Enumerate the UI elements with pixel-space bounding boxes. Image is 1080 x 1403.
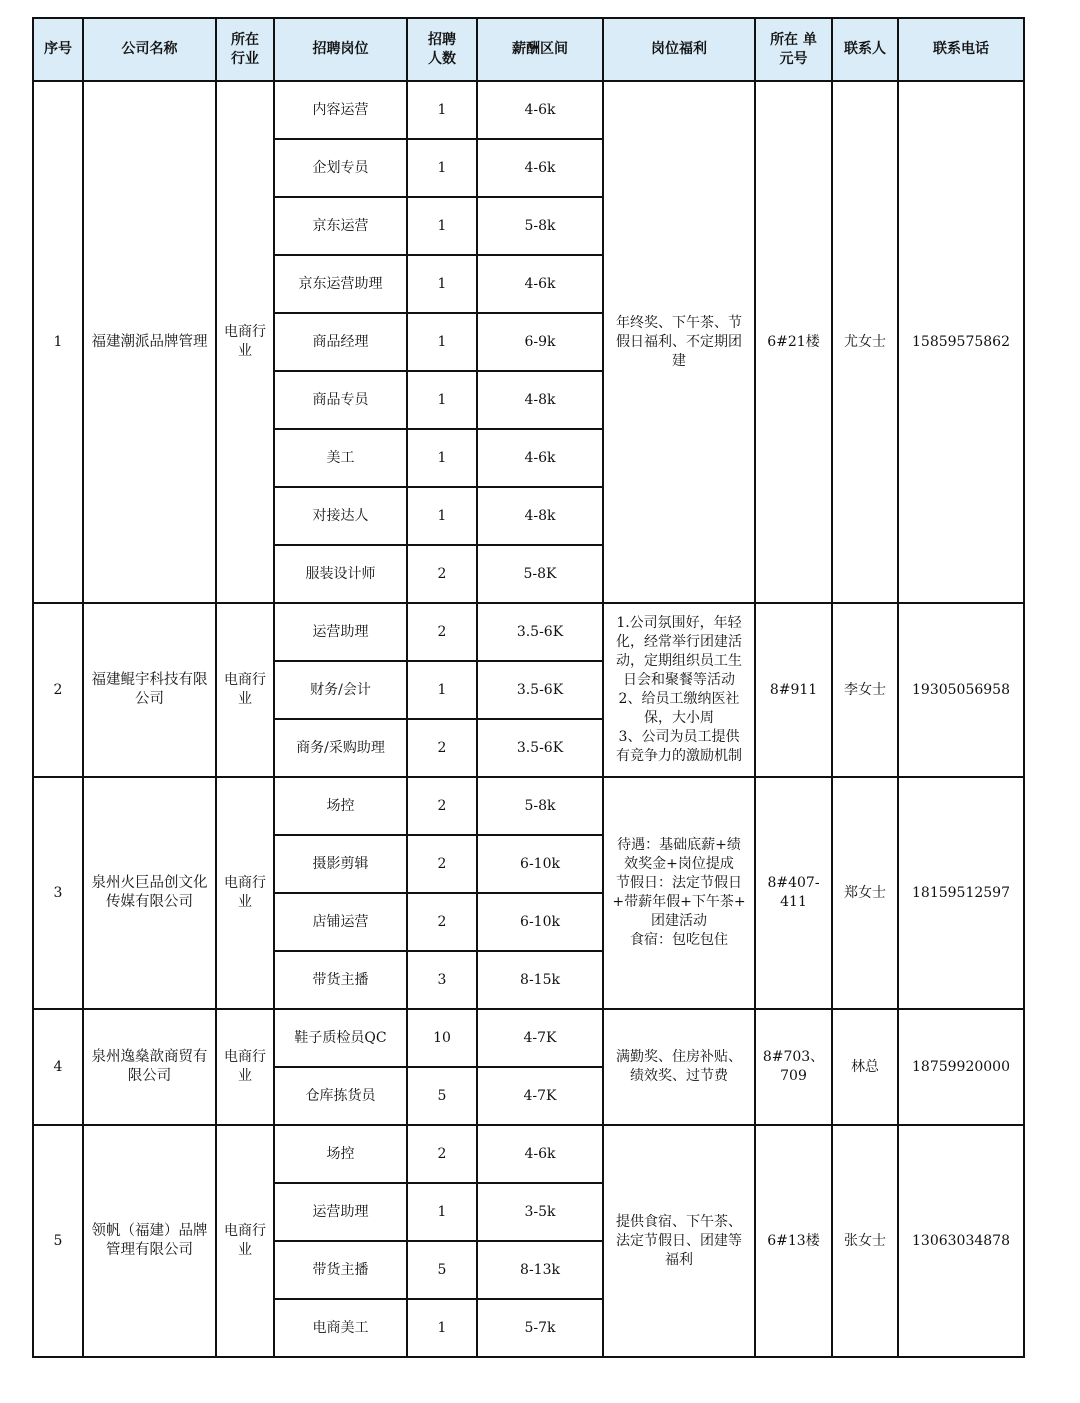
count-cell: 1 bbox=[407, 255, 477, 313]
position-cell: 带货主播 bbox=[274, 951, 407, 1009]
header-row bbox=[33, 18, 1024, 81]
company-name-cell: 领帆（福建）品牌 管理有限公司 bbox=[83, 1125, 216, 1357]
phone-cell: 19305056958 bbox=[898, 603, 1024, 777]
position-cell: 商品经理 bbox=[274, 313, 407, 371]
salary-cell: 4-6k bbox=[477, 255, 603, 313]
salary-cell: 5-8K bbox=[477, 545, 603, 603]
welfare-cell: 1.公司氛围好，年轻 化，经常举行团建活 动，定期组织员工生 日会和聚餐等活动 2、给员工缴纳医社 保，大小周 3、公司为员工提供 有竞争力的激励机制 bbox=[603, 603, 755, 777]
phone-cell: 18159512597 bbox=[898, 777, 1024, 1009]
position-cell: 仓库拣货员 bbox=[274, 1067, 407, 1125]
position-cell: 鞋子质检员QC bbox=[274, 1009, 407, 1067]
salary-cell: 3.5-6K bbox=[477, 661, 603, 719]
salary-cell: 4-6k bbox=[477, 81, 603, 139]
count-cell: 1 bbox=[407, 661, 477, 719]
count-cell: 3 bbox=[407, 951, 477, 1009]
company-name-cell: 泉州火巨品创文化 传媒有限公司 bbox=[83, 777, 216, 1009]
header-industry: 所在 行业 bbox=[216, 18, 274, 81]
salary-cell: 8-15k bbox=[477, 951, 603, 1009]
count-cell: 1 bbox=[407, 1183, 477, 1241]
count-cell: 1 bbox=[407, 487, 477, 545]
welfare-cell: 提供食宿、下午茶、 法定节假日、团建等 福利 bbox=[603, 1125, 755, 1357]
header-count: 招聘 人数 bbox=[407, 18, 477, 81]
welfare-cell: 年终奖、下午茶、节 假日福利、不定期团 建 bbox=[603, 81, 755, 603]
table-row bbox=[33, 1009, 1024, 1067]
position-cell: 服装设计师 bbox=[274, 545, 407, 603]
position-cell: 电商美工 bbox=[274, 1299, 407, 1357]
position-cell: 财务/会计 bbox=[274, 661, 407, 719]
seq-cell: 5 bbox=[33, 1125, 83, 1357]
industry-cell: 电商行 业 bbox=[216, 1125, 274, 1357]
table-row bbox=[33, 603, 1024, 661]
count-cell: 2 bbox=[407, 719, 477, 777]
header-seq: 序号 bbox=[33, 18, 83, 81]
unit-cell: 6#21楼 bbox=[755, 81, 832, 603]
count-cell: 5 bbox=[407, 1241, 477, 1299]
unit-cell: 8#911 bbox=[755, 603, 832, 777]
position-cell: 场控 bbox=[274, 1125, 407, 1183]
count-cell: 2 bbox=[407, 545, 477, 603]
count-cell: 1 bbox=[407, 313, 477, 371]
count-cell: 2 bbox=[407, 777, 477, 835]
count-cell: 10 bbox=[407, 1009, 477, 1067]
table-row bbox=[33, 777, 1024, 835]
count-cell: 1 bbox=[407, 81, 477, 139]
count-cell: 2 bbox=[407, 835, 477, 893]
unit-cell: 6#13楼 bbox=[755, 1125, 832, 1357]
count-cell: 5 bbox=[407, 1067, 477, 1125]
salary-cell: 5-7k bbox=[477, 1299, 603, 1357]
salary-cell: 4-6k bbox=[477, 429, 603, 487]
contact-cell: 郑女士 bbox=[832, 777, 898, 1009]
salary-cell: 4-7K bbox=[477, 1009, 603, 1067]
industry-cell: 电商行 业 bbox=[216, 777, 274, 1009]
welfare-cell: 待遇：基础底薪+绩 效奖金+岗位提成 节假日：法定节假日 +带薪年假+下午茶+ 团建活动 食宿：包吃包住 bbox=[603, 777, 755, 1009]
contact-cell: 林总 bbox=[832, 1009, 898, 1125]
position-cell: 内容运营 bbox=[274, 81, 407, 139]
salary-cell: 5-8k bbox=[477, 777, 603, 835]
header-phone: 联系电话 bbox=[898, 18, 1024, 81]
salary-cell: 3-5k bbox=[477, 1183, 603, 1241]
contact-cell: 张女士 bbox=[832, 1125, 898, 1357]
salary-cell: 4-8k bbox=[477, 371, 603, 429]
header-unit: 所在 单 元号 bbox=[755, 18, 832, 81]
salary-cell: 5-8k bbox=[477, 197, 603, 255]
contact-cell: 尤女士 bbox=[832, 81, 898, 603]
salary-cell: 6-10k bbox=[477, 893, 603, 951]
industry-cell: 电商行 业 bbox=[216, 603, 274, 777]
count-cell: 1 bbox=[407, 1299, 477, 1357]
position-cell: 商品专员 bbox=[274, 371, 407, 429]
count-cell: 1 bbox=[407, 429, 477, 487]
recruitment-table bbox=[32, 17, 1025, 1358]
company-name-cell: 福建潮派品牌管理 bbox=[83, 81, 216, 603]
count-cell: 2 bbox=[407, 893, 477, 951]
position-cell: 运营助理 bbox=[274, 1183, 407, 1241]
salary-cell: 6-9k bbox=[477, 313, 603, 371]
salary-cell: 4-8k bbox=[477, 487, 603, 545]
seq-cell: 3 bbox=[33, 777, 83, 1009]
company-name-cell: 福建鲲宇科技有限 公司 bbox=[83, 603, 216, 777]
count-cell: 1 bbox=[407, 139, 477, 197]
seq-cell: 1 bbox=[33, 81, 83, 603]
welfare-cell: 满勤奖、住房补贴、 绩效奖、过节费 bbox=[603, 1009, 755, 1125]
position-cell: 带货主播 bbox=[274, 1241, 407, 1299]
count-cell: 2 bbox=[407, 1125, 477, 1183]
table-row bbox=[33, 1125, 1024, 1183]
salary-cell: 8-13k bbox=[477, 1241, 603, 1299]
salary-cell: 3.5-6K bbox=[477, 603, 603, 661]
salary-cell: 3.5-6K bbox=[477, 719, 603, 777]
phone-cell: 15859575862 bbox=[898, 81, 1024, 603]
count-cell: 2 bbox=[407, 603, 477, 661]
position-cell: 京东运营助理 bbox=[274, 255, 407, 313]
table-row bbox=[33, 81, 1024, 139]
position-cell: 京东运营 bbox=[274, 197, 407, 255]
unit-cell: 8#703、 709 bbox=[755, 1009, 832, 1125]
header-position: 招聘岗位 bbox=[274, 18, 407, 81]
table-body bbox=[33, 81, 1024, 1357]
seq-cell: 2 bbox=[33, 603, 83, 777]
industry-cell: 电商行 业 bbox=[216, 1009, 274, 1125]
count-cell: 1 bbox=[407, 371, 477, 429]
industry-cell: 电商行 业 bbox=[216, 81, 274, 603]
position-cell: 商务/采购助理 bbox=[274, 719, 407, 777]
position-cell: 摄影剪辑 bbox=[274, 835, 407, 893]
header-salary: 薪酬区间 bbox=[477, 18, 603, 81]
contact-cell: 李女士 bbox=[832, 603, 898, 777]
company-name-cell: 泉州逸燊歆商贸有 限公司 bbox=[83, 1009, 216, 1125]
position-cell: 店铺运营 bbox=[274, 893, 407, 951]
seq-cell: 4 bbox=[33, 1009, 83, 1125]
header-welfare: 岗位福利 bbox=[603, 18, 755, 81]
position-cell: 企划专员 bbox=[274, 139, 407, 197]
salary-cell: 4-6k bbox=[477, 139, 603, 197]
salary-cell: 6-10k bbox=[477, 835, 603, 893]
unit-cell: 8#407-411 bbox=[755, 777, 832, 1009]
phone-cell: 18759920000 bbox=[898, 1009, 1024, 1125]
count-cell: 1 bbox=[407, 197, 477, 255]
salary-cell: 4-7K bbox=[477, 1067, 603, 1125]
phone-cell: 13063034878 bbox=[898, 1125, 1024, 1357]
header-company: 公司名称 bbox=[83, 18, 216, 81]
position-cell: 场控 bbox=[274, 777, 407, 835]
position-cell: 美工 bbox=[274, 429, 407, 487]
position-cell: 运营助理 bbox=[274, 603, 407, 661]
header-contact: 联系人 bbox=[832, 18, 898, 81]
salary-cell: 4-6k bbox=[477, 1125, 603, 1183]
position-cell: 对接达人 bbox=[274, 487, 407, 545]
